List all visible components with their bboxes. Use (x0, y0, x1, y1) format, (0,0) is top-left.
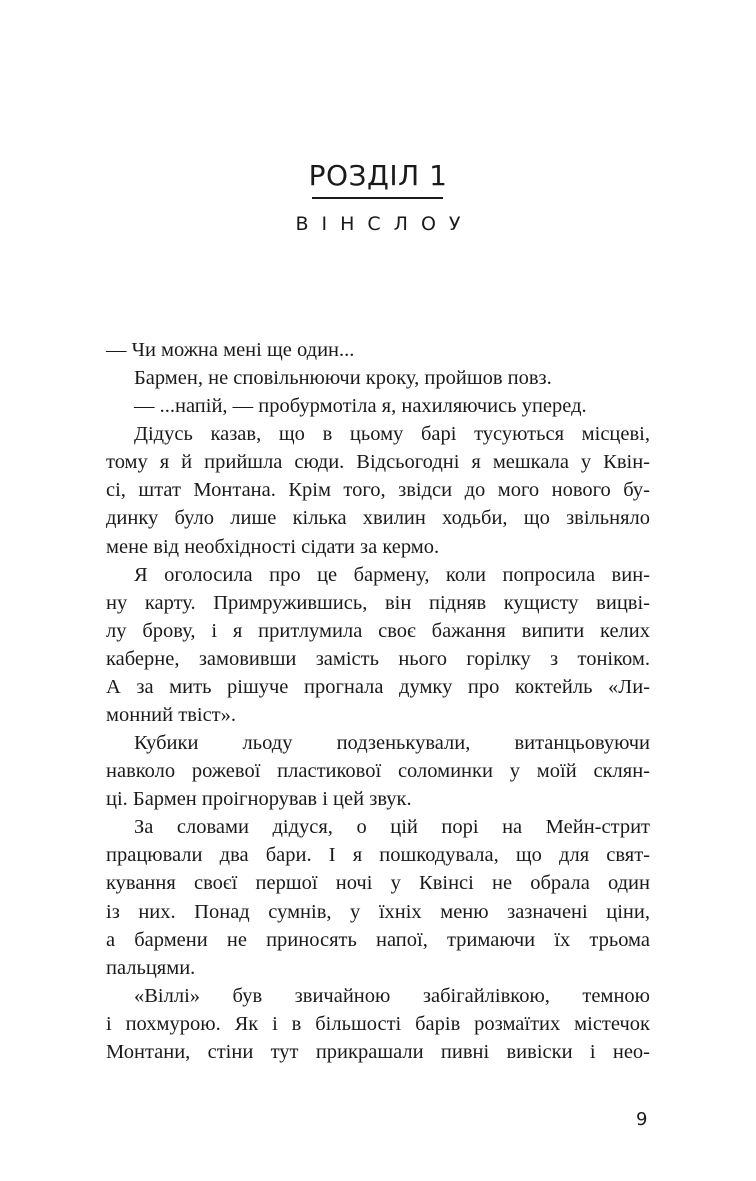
text-line: А за мить рішуче прогнала думку про коктейль «Ли- (106, 675, 650, 698)
text-line: ну карту. Примружившись, він підняв кущисту вицві- (106, 591, 650, 614)
text-line: «Віллі» був звичайною забігайлівкою, темною (134, 984, 650, 1007)
body-text (106, 336, 650, 1066)
chapter-subtitle: ВІНСЛОУ (295, 213, 474, 235)
paragraph (106, 982, 650, 1066)
page-number: 9 (636, 1109, 648, 1130)
text-line: навколо рожевої пластикової соломинки у моїй склян- (106, 760, 650, 783)
text-line: із них. Понад сумнів, у їхніх меню зазначені ціни, (106, 900, 650, 923)
text-line: а бармени не приносять напої, тримаючи їх трьома (106, 928, 650, 951)
chapter-divider (312, 197, 443, 199)
text-line: монний твіст». (106, 704, 236, 727)
paragraph (106, 364, 650, 392)
text-line: Я оголосила про це бармену, коли попросила вин- (134, 563, 650, 586)
text-line: і похмурою. Як і в більшості барів розмаїтих містечок (106, 1012, 650, 1035)
text-line: каберне, замовивши замість нього горілку з тоніком. (106, 647, 650, 670)
text-line: сі, штат Монтана. Крім того, звідси до мого нового бу- (106, 479, 650, 502)
text-line: — ...напій, — пробурмотіла я, нахиляючись уперед. (134, 395, 587, 418)
text-line: кування своєї першої ночі у Квінсі не обрала один (106, 872, 650, 895)
text-line: Монтани, стіни тут прикрашали пивні вивіски і нео- (106, 1040, 650, 1063)
text-line: пальцями. (106, 956, 196, 979)
text-line: тому я й прийшла сюди. Відсьогодні я мешкала у Квін- (106, 451, 650, 474)
text-line: мене від необхідності сідати за кермо. (106, 535, 440, 558)
text-line: Дідусь казав, що в цьому барі тусуються місцеві, (134, 423, 650, 446)
text-line: лу брову, і я притлумила своє бажання випити келих (106, 619, 650, 642)
paragraph (106, 729, 650, 813)
paragraph (106, 392, 650, 420)
paragraph (106, 420, 650, 560)
chapter-title: РОЗДІЛ 1 (308, 159, 448, 192)
text-line: — Чи можна мені ще один... (106, 339, 355, 361)
text-line: динку було лише кілька хвилин ходьби, що звільняло (106, 507, 650, 530)
text-line: Кубики льоду подзенькували, витанцьовуючи (134, 732, 650, 755)
paragraph (106, 813, 650, 981)
text-line: За словами дідуся, о цій порі на Мейн-стрит (134, 816, 650, 839)
text-line: працювали два бари. І я пошкодувала, що для свят- (106, 844, 650, 867)
paragraph (106, 561, 650, 729)
paragraph (106, 336, 650, 364)
text-line: ці. Бармен проігнорував і цей звук. (106, 788, 412, 811)
text-line: Бармен, не сповільнюючи кроку, пройшов повз. (134, 367, 552, 390)
